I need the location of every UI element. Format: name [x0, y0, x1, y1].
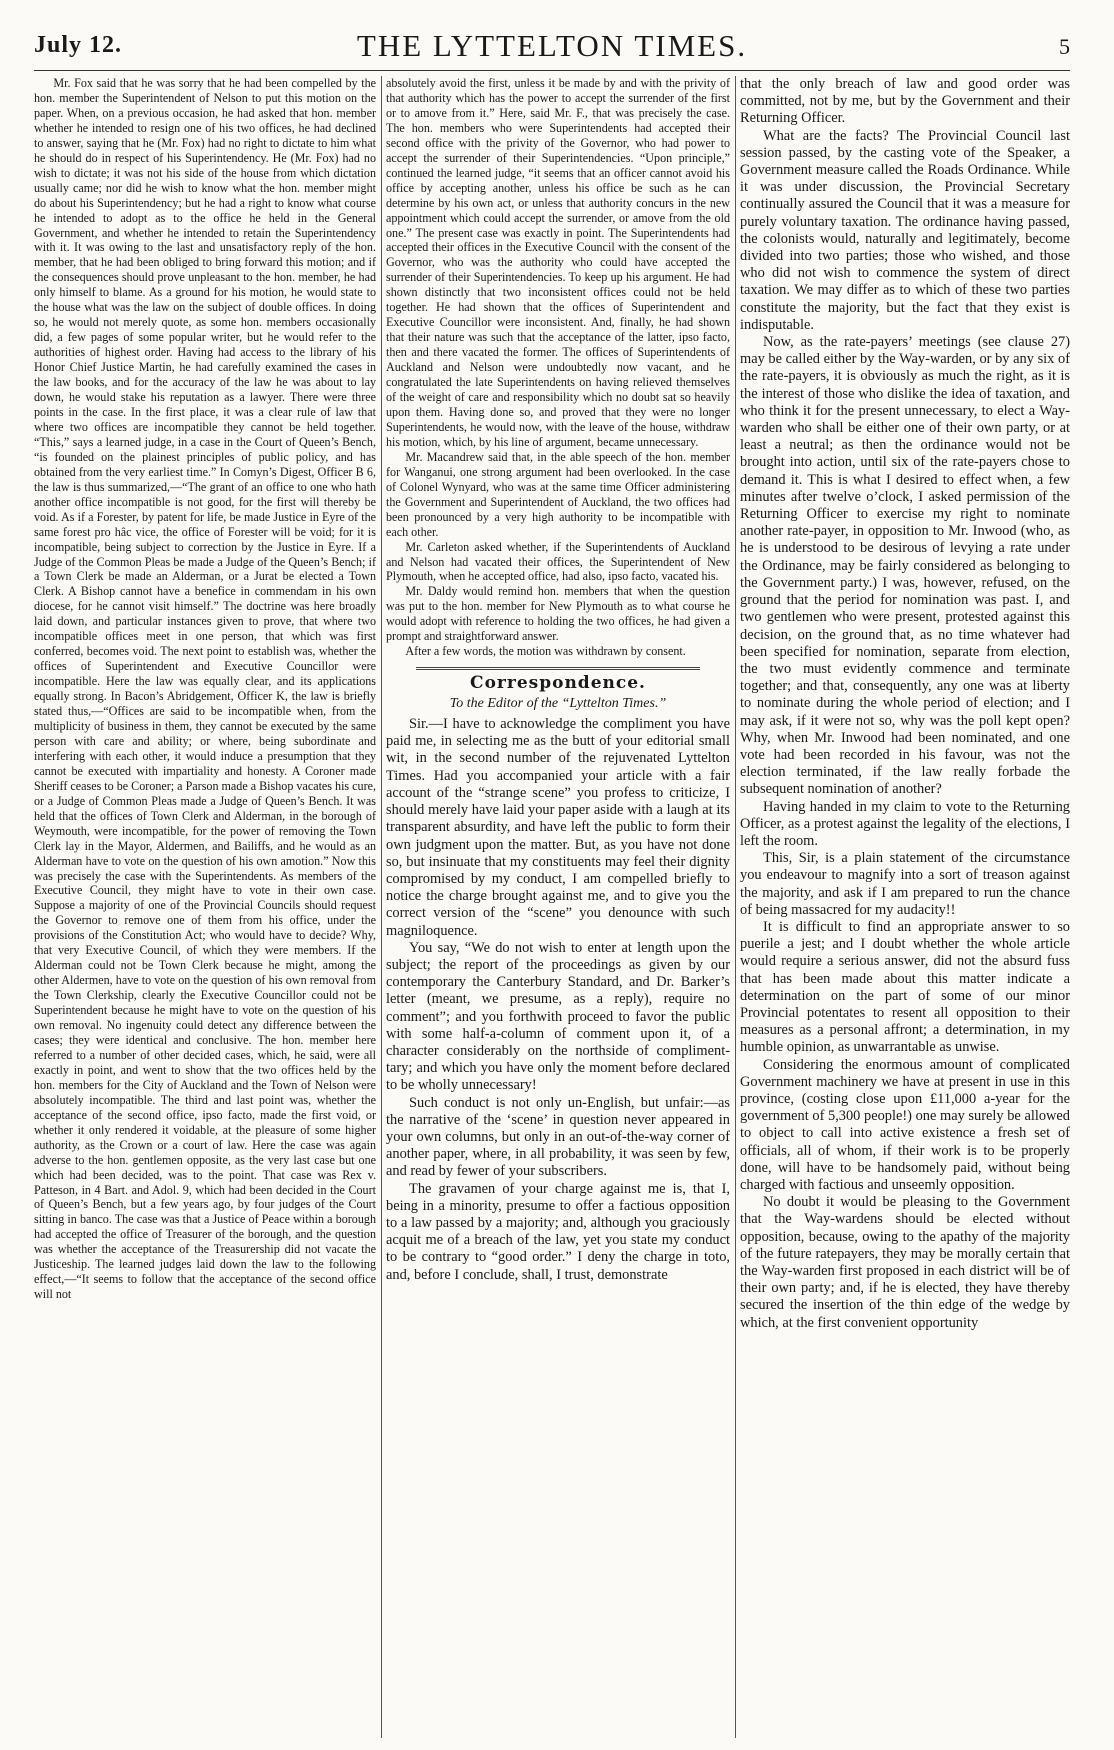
- page-number: 5: [1059, 34, 1070, 59]
- newspaper-title: THE LYTTELTON TIMES.: [356, 28, 748, 63]
- paragraph: Mr. Macandrew said that, in the able speech of the hon. member for Wanganui, one strong argument had been overlooked. In the case of Colonel Wynyard, who was at the same time Officer administering the Government and Superintendent of Auckland, the two offices had been pronounced by a very high authority to be incompatible with each other.: [386, 449, 730, 539]
- paragraph: absolutely avoid the first, unless it be made by and with the privity of that authority which has the power to accept the surrender of the first or to amove from it.” Here, said Mr. F., that was precisely the case. The hon. members who were Superintendents had accepted their second office with the privity of the Governor, who had power to accept the surrender of their Superintendencies. “Upon principle,” continued the learned judge, “it seems that an officer cannot avoid his office by accepting another, unless his office be such as he can determine by his own act, or unless that authority concurs in the new appointment which could accept the surrender, or amove from the old one.” The present case was exactly in point. The Superintendents had accepted their offices in the Executive Council with the consent of the Governor, who was the authority who could have accepted the surrender of their Superintendencies. To keep up his argument. He had shown distinctly that two inconsistent offices could not be held together. He had shown that the offices of Superintendent and Executive Councillor were inconsistent. And, finally, he had shown that their nature was such that the acceptance of the latter, ipso facto, then and there vacated the former. The offices of Superintendents of Auckland and Nelson were undoubtedly now vacant, and he congratulated the late Superintendents on having relieved themselves of the weight of care and responsibility which no doubt sat so heavily upon them. Having done so, and proved that they were no longer Superintendents, he would now, with the leave of the house, withdraw his motion, which, by his line of argument, became unnecessary.: [386, 76, 730, 449]
- letter-paragraph: The gravamen of your charge against me is, that I, being in a minority, presume to offer a factious opposition to a law passed by a majority; and, although you graciously acquit me of a breach of the law, yet you state my conduct to be contrary to “good order.” I deny the charge in toto, and, before I conclude, shall, I trust, demonstrate: [386, 1180, 730, 1283]
- letter-paragraph: What are the facts? The Provincial Council last session passed, by the casting vote of the Speaker, a Government measure called the Roads Ordinance. While it was under discussion, the Provincial Secretary continually assured the Council that it was a measure for purely voluntary taxation. The ordinance having passed, the colonists would, naturally and legitimately, become divided into two parties; those who wished, and those who did not wish to commence the system of direct taxation. We may differ as to which of these two parties constitute the majority, but the fact that they exist is indisputable.: [740, 127, 1070, 333]
- paragraph: After a few words, the motion was withdrawn by consent.: [405, 644, 686, 659]
- letter-paragraph: You say, “We do not wish to enter at length upon the subject; the report of the proceedings as given by our contemporary the Canterbury Standard, and Dr. Barker’s letter (meant, we presume, as a reply), require no comment”; and you forthwith proceed to favor the public with some half-a-column of comment upon it, of a character considerably on the northside of compliment-tary; and which you have only the moment before declared to be wholly unnecessary!: [386, 939, 730, 1094]
- column-divider: [735, 76, 736, 1738]
- paragraph: Mr. Fox said that he was sorry that he had been compelled by the hon. member the Superintendent of Nelson to put this motion on the paper. When, on a previous occasion, he had asked that hon. member whether he intended to resign one of his two offices, he had declined to answer, saying that he (Mr. Fox) had no right to dictate to him what he should do in respect of his Superintendency. He (Mr. Fox) had no wish to dictate; it was not his side of the house from which dictation usually came; nor did he wish to know what the hon. member might do about his Superintendency; but he had a right to know what course he intended to adopt as to the office he held in the General Government, and whether he intended to retain the Superintendency with it. It was owing to the last and unsatisfactory reply of the hon. member, that he had been obliged to bring forward this motion; and if the consequences should prove unpleasant to the hon. member, he had only himself to blame. As a ground for his motion, he would state to the house what was the law on the subject of double offices. In doing so, he would not merely quote, as some hon. members occasionally did, a few pages of some popular writer, but he would refer to the authorities of highest order. Having had access to the library of his Honor Chief Justice Martin, he had carefully examined the cases in the law books, and for the accuracy of the law he was about to lay down, he would stake his reputation as a lawyer. There were three points in the case. In the first place, it was a clear rule of law that where two offices are incompatible they cannot be held together. “This,” says a learned judge, in a case in the Court of Queen’s Bench, “is founded on the plainest principles of public policy, and has obtained from the very earliest time.” In Comyn’s Digest, Officer B 6, the law is thus summarized,—“The grant of an office to one who hath another office incompatible is not good, for the first will thereby be void. As if a Forester, by patent for life, be made Justice in Eyre of the same forest pro hâc vice, the office of Forester will be void; for it is incompatible, being subject to correction by the Justice in Eyre. If a Judge of the Common Pleas be made a Judge of the Queen’s Bench; if a Town Clerk be made an Alderman, or a Jurat be elected a Town Clerk. A Bishop cannot have a benefice in commendam in his own diocese, for he cannot visit himself.” The doctrine was here broadly laid down, and particular instances given to prove, that where two incompatible offices meet in one person, that which was first conferred, becomes void. The next point to establish was, whether the offices of Superintendent and Executive Councillor were incompatible. Here the law was equally clear, and its applications equally strong. In Bacon’s Abridgement, Officer K, the law is briefly stated thus,—“Offices are said to be incompatible when, from the multiplicity of business in them, they cannot be executed by the same person with care and ability; or where, being subordinate and interfering with each other, it would induce a presumption that they cannot be executed with impartiality and honesty. A Coroner made Sheriff ceases to be Coroner; a Parson made a Bishop vacates his cure, or a Judge of Common Pleas made a Judge of Queen’s Bench. It was held that the offices of Town Clerk and Alderman, in the borough of Weymouth, were incompatible, for the power of removing the Town Clerk lay in the Mayor, Aldermen, and Bailiffs, and he would as an Alderman have to vote on the question of his own amotion.” Now this was precisely the case with the Superintendents. As members of the Executive Council, they might have to vote in their own case. Suppose a majority of one of the Provincial Councils should request the Governor to remove one of them from his office, under the provisions of the Constitution Act; who would have to decide? Why, that very Executive Council, of which they were members. If the Alderman could not be Town Clerk because he might, among the other Aldermen, have to vote on the question of his own removal from the Town Clerkship, clearly the Executive Councillor could not be Superintendent because he might have to vote on the question of his own removal. No ingenuity could detect any difference between the cases; they were identical and conclusive. The hon. member here referred to a number of other decided cases, which, he said, were all exactly in point, and went to show that the two offices held by the hon. members for the City of Auckland and the Town of Nelson were absolutely incompatible. The third and last point was, whether the acceptance of the second office, ipso facto, made the first void, or whether it only rendered it voidable, at the pleasure of some higher authority, as the Crown or a court of law. Here the case was again adverse to the hon. gentlemen opposite, as the very last case but one which had been decided, was to the point. That case was Rex v. Patteson, in 4 Bart. and Adol. 9, which had been decided in the Court of Queen’s Bench, but a few years ago, by four judges of the Court sitting in banco. The case was that a Justice of Peace within a borough had accepted the office of Treasurer of the borough, and the question was whether the acceptance of the Treasurership did not vacate the Justiceship. The learned judges laid down the law to the following effect,—“It seems to follow that the acceptance of the second office will not: [34, 76, 376, 1302]
- correspondence-heading: Correspondence.: [470, 673, 646, 694]
- letter-paragraph: Sir.—I have to acknowledge the compliment you have paid me, in selecting me as the butt of your editorial small wit, in the second number of the rejuvenated Lyttelton Times. Had you accompanied your article with a fair account of the “strange scene” you profess to criticize, I should merely have laid your paper aside with a laugh at its transparent absurdity, and have left the public to form their own judgment upon the matter. But, as you have not done so, but insinuate that my constituents may feel their dignity compromised by my conduct, I am compelled briefly to notice the charge brought against me, and to give you the correct version of the “scene” you denounce with such magniloquence.: [386, 716, 730, 939]
- masthead: [34, 28, 1070, 68]
- letter-paragraph: It is difficult to find an appropriate answer to so puerile a jest; and I doubt whether the whole article would require a serious answer, did not the absurd fuss that has been made about this matter indicate a determination on the part of some of our minor Provincial potentates to resent all opposition to their measures as a personal affront; a determination, in my humble opinion, as unwarrantable as unwise.: [740, 918, 1070, 1056]
- letter-paragraph: that the only breach of law and good order was committed, not by me, but by the Government and their Returning Officer.: [740, 76, 1070, 127]
- letter-paragraph: Now, as the rate-payers’ meetings (see clause 27) may be called either by the Way-warden, or by any six of the rate-payers, it is obviously as much the right, as it is the interest of those who dislike the idea of taxation, and who think it for the present unnecessary, to elect a Way-warden who shall be either one of their own party, or at least a neutral; as then the ordinance would not be brought into action, until six of the rate-payers chose to demand it. This is what I desired to effect when, a few minutes after twelve o’clock, I asked permission of the Returning Officer to exercise my right to nominate another rate-payer, in opposition to Mr. Inwood (who, as he is understood to be desirous of levying a rate under the Ordinance, may be fairly considered as belonging to the Government party.) I was, however, refused, on the ground that the period for nomination was past. I, and two gentlemen who were present, protested against this decision, on the ground that, as no time whatever had been specified for nomination, separate from election, the two must evidently commence and terminate together; and that, consequently, any one was at liberty to nominate during the whole period of election; and I may ask, if it were not so, why was the poll kept open? Why, when Mr. Inwood had been nominated, and one vote had been recorded in his favour, was not the election terminated, if the law really forbade the subsequent nomination of another?: [740, 334, 1070, 798]
- header-rule: [34, 70, 1070, 71]
- letter-salutation: To the Editor of the “Lyttelton Times.”: [449, 696, 667, 712]
- column-1: [34, 76, 376, 1738]
- issue-date: July 12.: [34, 32, 123, 58]
- column-divider: [381, 76, 382, 1738]
- letter-paragraph: Such conduct is not only un-English, but unfair:—as the narrative of the ‘scene’ in question never appeared in your own columns, but only in an out-of-the-way corner of another paper, where, in all probability, it was seen by few, and read by fewer of your subscribers.: [386, 1094, 730, 1180]
- section-divider: [416, 667, 700, 670]
- column-3: [740, 76, 1070, 1738]
- column-2: [386, 76, 730, 1738]
- paragraph: Mr. Carleton asked whether, if the Superintendents of Auckland and Nelson had vacated their offices, the Superintendent of New Plymouth, when he accepted office, had also, ipso facto, vacated his.: [386, 539, 730, 584]
- letter-paragraph: Considering the enormous amount of complicated Government machinery we have at present in use in this province, (costing close upon £11,000 a-year for the government of 5,300 people!) one may surely be allowed to object to call into active existence a fresh set of officials, all of whom, if their work is to be properly done, will have to be handsomely paid, without being charged with factious and unseemly opposition.: [740, 1056, 1070, 1193]
- letter-paragraph: This, Sir, is a plain statement of the circumstance you endeavour to magnify into a sort of treason against the majority, and ask if I am prepared to run the chance of being massacred for my audacity!!: [740, 850, 1070, 918]
- letter-paragraph: No doubt it would be pleasing to the Government that the Way-wardens should be elected without opposition, because, owing to the apathy of the majority of the future ratepayers, they may be morally certain that the Way-warden first proposed in each district will be of their own party; and, if he is elected, they have thereby secured the insertion of the thin edge of the wedge by which, at the first convenient opportunity: [740, 1194, 1070, 1331]
- letter-paragraph: Having handed in my claim to vote to the Returning Officer, as a protest against the legality of the elections, I left the room.: [740, 798, 1070, 849]
- paragraph: Mr. Daldy would remind hon. members that when the question was put to the hon. member for New Plymouth as to what course he would adopt with reference to holding the two offices, he had given a prompt and straightforward answer.: [386, 584, 730, 644]
